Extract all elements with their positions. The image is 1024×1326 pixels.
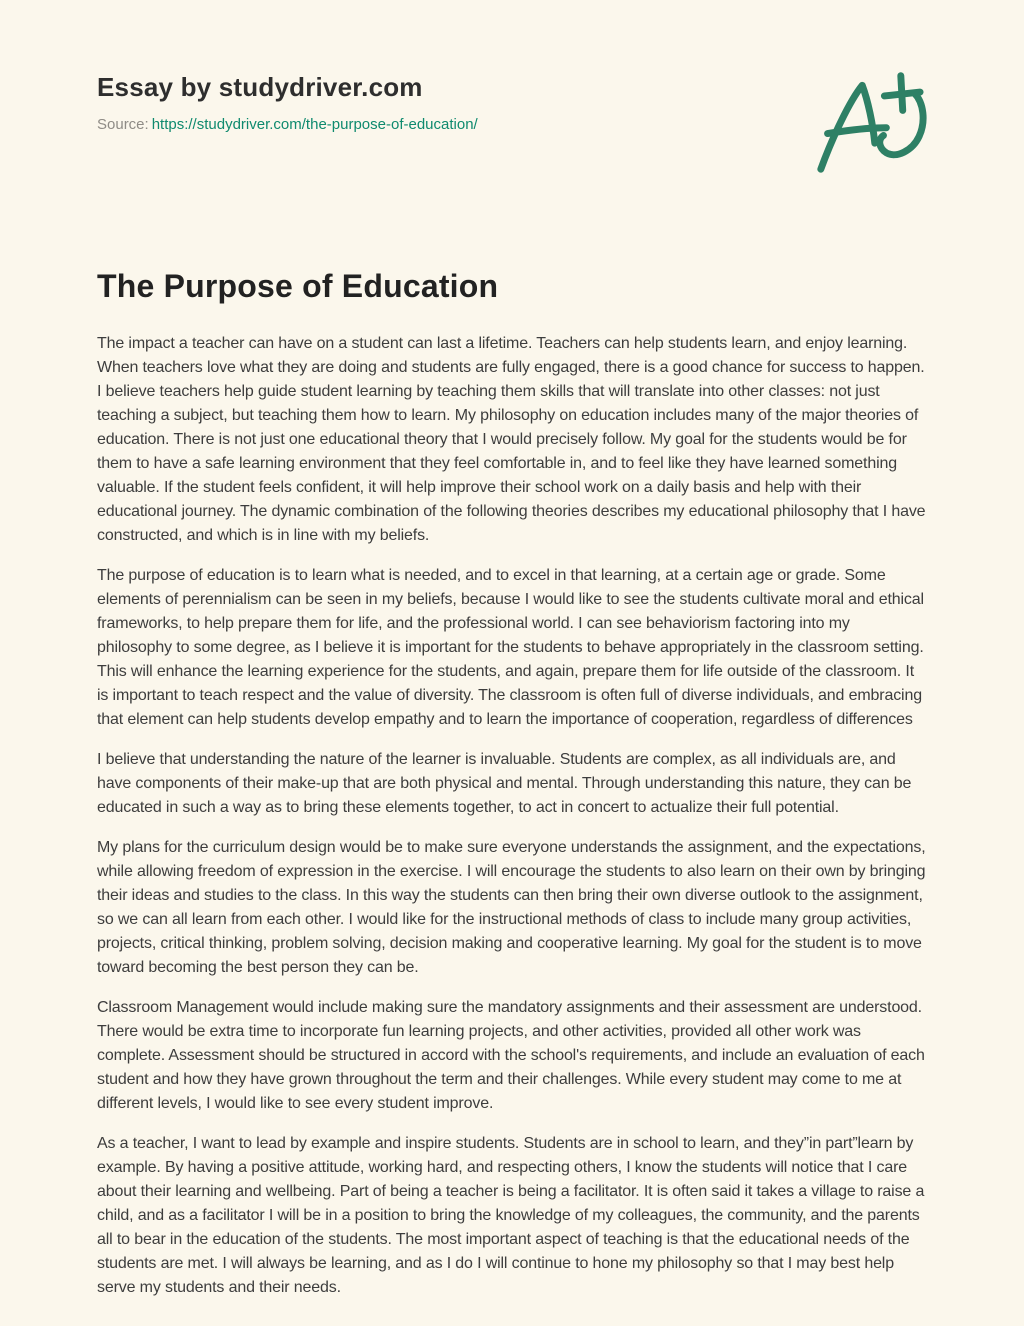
essay-paragraph: The purpose of education is to learn what is needed, and to excel in that learning, at a certain age or grade. Some elements of perennialism can be seen in my beliefs, because I would like to see the students cultivate moral and ethical frameworks, to help prepare them for life, and the professional world. I can see behaviorism factoring into my philosophy to some degree, as I believe it is important for the students to behave appropriately in the classroom setting. This will enhance the learning experience for the students, and again, prepare them for life outside of the classroom. It is important to teach respect and the value of diversity. The classroom is often full of diverse individuals, and embracing that element can help students develop empathy and to learn the importance of cooperation, regardless of differences	[97, 567, 924, 728]
essay-paragraph: I believe that understanding the nature of the learner is invaluable. Students are complex, as all individuals are, and have components of their make-up that are both physical and mental. Through understanding this nature, they can be educated in such a way as to bring these elements together, to act in concert to actualize their full potential.	[97, 751, 912, 816]
essay-title: The Purpose of Education	[97, 268, 499, 304]
essay-paragraph: My plans for the curriculum design would be to make sure everyone understands the assignment, and the expectations, while allowing freedom of expression in the exercise. I will encourage the students to also learn on their own by bringing their ideas and studies to the class. In this way the students can then bring their own diverse outlook to the assignment, so we can all learn from each other. I would like for the instructional methods of class to include many group activities, projects, critical thinking, problem solving, decision making and cooperative learning. My goal for the student is to move toward becoming the best person they can be.	[97, 839, 926, 976]
essay-paragraph: As a teacher, I want to lead by example and inspire students. Students are in school to learn, and they”in part”learn by example. By having a positive attitude, working hard, and respecting others, I know the students will notice that I care about their learning and wellbeing. Part of being a teacher is being a facilitator. It is often said it takes a village to raise a child, and as a facilitator I will be in a position to bring the knowledge of my colleagues, the community, and the parents all to bear in the education of the students. The most important aspect of teaching is that the educational needs of the students are met. I will always be learning, and as I do I will continue to hone my philosophy so that I may best help serve my students and their needs.	[97, 1135, 925, 1296]
studydriver-logo	[811, 68, 927, 174]
header-text-block	[97, 72, 478, 134]
document-page	[97, 0, 927, 1326]
page-title: Essay by studydriver.com	[97, 72, 423, 102]
article-body	[97, 332, 927, 1300]
source-link[interactable]: https://studydriver.com/the-purpose-of-education/	[151, 116, 478, 133]
source-label: Source:	[97, 116, 149, 133]
essay-article	[97, 268, 927, 1300]
essay-paragraph: The impact a teacher can have on a student can last a lifetime. Teachers can help students learn, and enjoy learning. When teachers love what they are doing and students are fully engaged, there is a good chance for success to happen. I believe teachers help guide student learning by teaching them skills that will translate into other classes: not just teaching a subject, but teaching them how to learn. My philosophy on education includes many of the major theories of education. There is not just one educational theory that I would precisely follow. My goal for the students would be for them to have a safe learning environment that they feel comfortable in, and to feel like they have learned something valuable. If the student feels confident, it will help improve their school work on a daily basis and help with their educational journey. The dynamic combination of the following theories describes my educational philosophy that I have constructed, and which is in line with my beliefs.	[97, 335, 926, 544]
page-header	[97, 72, 927, 174]
essay-paragraph: Classroom Management would include making sure the mandatory assignments and their assessment are understood. There would be extra time to incorporate fun learning projects, and other activities, provided all other work was complete. Assessment should be structured in accord with the school's requirements, and include an evaluation of each student and how they have grown throughout the term and their challenges. While every student may come to me at different levels, I would like to see every student improve.	[97, 999, 925, 1112]
a-plus-logo-icon	[811, 68, 927, 174]
source-line	[97, 116, 478, 134]
